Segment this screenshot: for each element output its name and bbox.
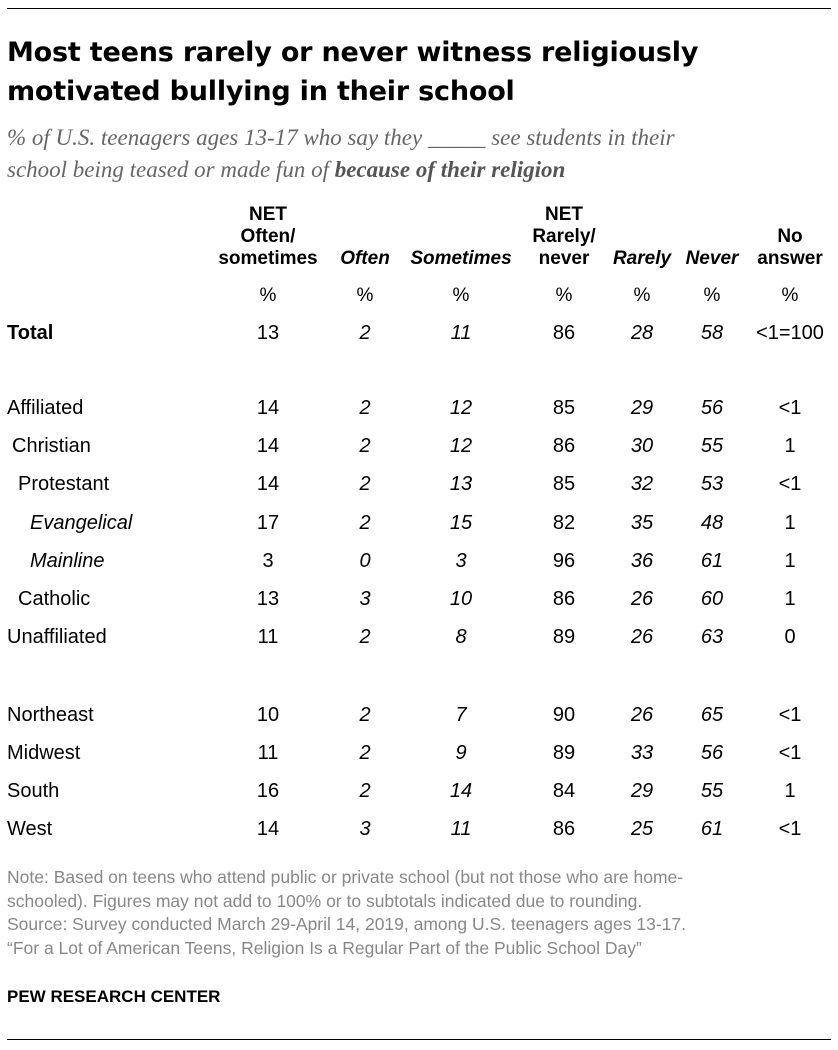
column-header-line: Rarely	[612, 248, 672, 269]
table-cell: 65	[700, 704, 724, 726]
row-label: Affiliated	[7, 397, 84, 419]
table-cell: 58	[700, 322, 724, 344]
unit-label: %	[781, 285, 799, 306]
table-cell: 9	[455, 742, 467, 764]
table-cell: 61	[700, 550, 724, 572]
table-cell: 56	[700, 397, 724, 419]
table-cell: 17	[256, 512, 280, 534]
table-cell: 84	[552, 780, 576, 802]
table-cell: 8	[455, 626, 467, 648]
table-cell: 55	[700, 780, 724, 802]
table-cell: 16	[256, 780, 280, 802]
table-cell: 56	[700, 742, 724, 764]
column-header-line: No	[777, 226, 803, 247]
table-cell: 13	[256, 322, 280, 344]
table-cell: 2	[359, 780, 371, 802]
table-cell: 13	[449, 473, 473, 495]
row-label: Mainline	[30, 550, 105, 572]
table-cell: 29	[630, 397, 654, 419]
table-cell: 36	[630, 550, 654, 572]
table-cell: 86	[552, 435, 576, 457]
row-label: Total	[7, 322, 54, 344]
table-cell: <1=100	[756, 322, 824, 344]
table-cell: 30	[630, 435, 654, 457]
table-cell: 1	[784, 512, 796, 534]
chart-title	[7, 33, 827, 111]
table-cell: 3	[359, 588, 371, 610]
table-cell: 1	[784, 588, 796, 610]
table-cell: 60	[700, 588, 724, 610]
table-cell: 1	[784, 780, 796, 802]
table-cell: 85	[552, 397, 576, 419]
unit-label: %	[555, 285, 573, 306]
table-cell: 13	[256, 588, 280, 610]
table-cell: 26	[630, 704, 654, 726]
table-cell: 3	[262, 550, 274, 572]
unit-label: %	[703, 285, 721, 306]
table-cell: 14	[449, 780, 473, 802]
table-cell: 63	[700, 626, 724, 648]
column-header-line: NET	[249, 204, 287, 225]
column-header-line: Sometimes	[410, 248, 512, 269]
table-cell: 2	[359, 397, 371, 419]
table-cell: 89	[552, 626, 576, 648]
table-cell: 90	[552, 704, 576, 726]
unit-label: %	[633, 285, 651, 306]
table-cell: 14	[256, 397, 280, 419]
column-header	[410, 248, 511, 270]
table-cell: 12	[449, 435, 473, 457]
report-title-line: “For a Lot of American Teens, Religion Is a Regular Part of the Public School Day”	[7, 937, 642, 958]
row-label: Catholic	[18, 588, 91, 610]
column-header	[757, 226, 822, 270]
column-header	[340, 248, 390, 270]
table-cell: 53	[700, 473, 724, 495]
column-header	[532, 204, 595, 270]
column-header-line: never	[538, 248, 590, 269]
table-cell: 11	[450, 322, 472, 344]
row-label: Protestant	[18, 473, 110, 495]
table-cell: 0	[784, 626, 796, 648]
table-cell: 14	[256, 818, 280, 840]
row-label: Evangelical	[30, 512, 133, 534]
table-cell: 11	[257, 626, 279, 648]
table-cell: 86	[552, 818, 576, 840]
table-cell: 2	[359, 512, 371, 534]
subtitle-line-1: % of U.S. teenagers ages 13-17 who say they _____ see students in their	[7, 125, 675, 150]
column-header-line: Often	[340, 248, 390, 269]
unit-label: %	[452, 285, 470, 306]
table-cell: 29	[630, 780, 654, 802]
row-label: South	[7, 780, 60, 802]
row-label: Midwest	[7, 742, 81, 764]
table-cell: 2	[359, 435, 371, 457]
table-cell: 15	[449, 512, 473, 534]
title-line-1: Most teens rarely or never witness religiously	[7, 37, 699, 68]
column-header	[613, 248, 671, 270]
row-label: Northeast	[7, 704, 94, 726]
source-line: Source: Survey conducted March 29-April 14, 2019, among U.S. teenagers ages 13-17.	[7, 914, 687, 934]
brand-logo-text: PEW RESEARCH CENTER	[7, 987, 221, 1006]
table-cell: 25	[630, 818, 654, 840]
column-header-line: answer	[757, 248, 823, 269]
table-cell: <1	[778, 473, 802, 495]
table-cell: 86	[552, 322, 576, 344]
column-header-line: sometimes	[218, 248, 318, 269]
table-cell: <1	[778, 397, 802, 419]
table-cell: 2	[359, 322, 371, 344]
table-cell: 55	[700, 435, 724, 457]
table-cell: 14	[256, 435, 280, 457]
table-cell: 86	[552, 588, 576, 610]
title-line-2: motivated bullying in their school	[7, 76, 515, 107]
table-cell: 89	[552, 742, 576, 764]
unit-label: %	[259, 285, 277, 306]
table-cell: 33	[630, 742, 654, 764]
table-cell: <1	[778, 704, 802, 726]
table-cell: 0	[359, 550, 371, 572]
column-header-line: Often/	[240, 226, 296, 247]
note-line: schooled). Figures may not add to 100% or to subtotals indicated due to rounding.	[7, 890, 643, 911]
column-header	[686, 248, 739, 270]
table-cell: 85	[552, 473, 576, 495]
table-cell: 32	[630, 473, 654, 495]
table-cell: 35	[630, 512, 654, 534]
table-cell: 2	[359, 626, 371, 648]
table-cell: 12	[449, 397, 473, 419]
table-cell: 61	[700, 818, 724, 840]
row-label: Unaffiliated	[7, 626, 107, 648]
footnote	[7, 866, 827, 960]
chart-subtitle	[7, 122, 827, 186]
table-cell: 10	[256, 704, 280, 726]
table-cell: 82	[552, 512, 576, 534]
table-cell: 1	[784, 435, 796, 457]
table-cell: <1	[778, 818, 802, 840]
row-label: West	[7, 818, 53, 840]
table-cell: 7	[455, 704, 467, 726]
table-cell: 3	[455, 550, 467, 572]
subtitle-line-2: school being teased or made fun of	[7, 157, 329, 182]
table-cell: 28	[630, 322, 654, 344]
table-cell: 1	[784, 550, 796, 572]
table-cell: 11	[450, 818, 472, 840]
column-header-line: Rarely/	[532, 226, 596, 247]
subtitle-emphasis: because of their religion	[334, 157, 566, 182]
column-header-line: Never	[685, 248, 739, 269]
column-header-line: NET	[545, 204, 583, 225]
table-cell: 26	[630, 626, 654, 648]
bottom-rule	[7, 1039, 831, 1040]
column-header	[218, 204, 317, 270]
table-cell: 96	[552, 550, 576, 572]
row-label: Christian	[12, 435, 91, 457]
table-cell: 11	[257, 742, 279, 764]
note-line: Note: Based on teens who attend public or private school (but not those who are home-	[7, 867, 684, 887]
top-rule	[7, 8, 831, 9]
table-cell: 2	[359, 473, 371, 495]
unit-label: %	[356, 285, 374, 306]
table-cell: 2	[359, 742, 371, 764]
table-cell: 10	[449, 588, 473, 610]
table-cell: <1	[778, 742, 802, 764]
table-cell: 3	[359, 818, 371, 840]
table-cell: 14	[256, 473, 280, 495]
table-cell: 2	[359, 704, 371, 726]
table-cell: 48	[700, 512, 724, 534]
table-cell: 26	[630, 588, 654, 610]
